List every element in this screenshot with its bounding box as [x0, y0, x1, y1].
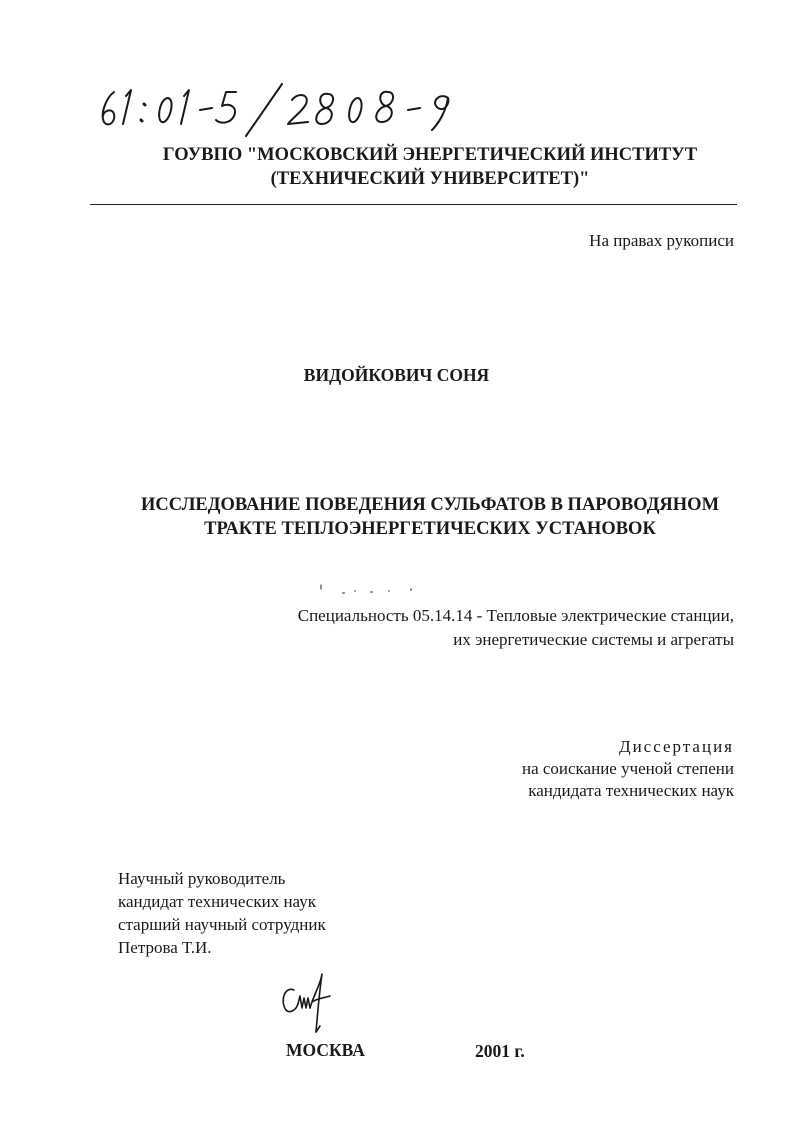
signature [276, 968, 346, 1038]
signature-drawing [276, 968, 346, 1038]
specialty [214, 604, 734, 652]
supervisor-line-4: Петрова Т.И. [118, 938, 212, 957]
handwritten-archive-code [96, 80, 496, 140]
institution-line-2: (ТЕХНИЧЕСКИЙ УНИВЕРСИТЕТ)" [270, 169, 590, 189]
specialty-line-2: их энергетические системы и агрегаты [453, 630, 734, 649]
dissertation-statement [414, 736, 734, 802]
dissertation-line-3: кандидата технических наук [528, 781, 734, 800]
institution-name [100, 143, 760, 191]
supervisor-line-3: старший научный сотрудник [118, 915, 326, 934]
year: 2001 г. [475, 1041, 525, 1061]
specialty-line-1: Специальность 05.14.14 - Тепловые электрические станции, [297, 606, 734, 625]
manuscript-rights-note: На правах рукописи [589, 231, 734, 250]
scan-artifact [318, 582, 428, 602]
city: МОСКВА [286, 1040, 365, 1060]
author-name: ВИДОЙКОВИЧ СОНЯ [303, 365, 490, 385]
dissertation-line-1: Диссертация [618, 737, 734, 756]
institution-line-1: ГОУВПО "МОСКОВСКИЙ ЭНЕРГЕТИЧЕСКИЙ ИНСТИТУТ [162, 145, 698, 165]
dissertation-line-2: на соискание ученой степени [521, 759, 734, 778]
supervisor-line-1: Научный руководитель [118, 869, 286, 888]
header-divider [90, 204, 737, 205]
thesis-title-line-2: ТРАКТЕ ТЕПЛОЭНЕРГЕТИЧЕСКИХ УСТАНОВОК [204, 519, 656, 539]
thesis-title [100, 493, 760, 541]
supervisor-line-2: кандидат технических наук [118, 892, 316, 911]
handwriting-drawing [96, 80, 496, 140]
scientific-supervisor [118, 867, 418, 959]
thesis-title-line-1: ИССЛЕДОВАНИЕ ПОВЕДЕНИЯ СУЛЬФАТОВ В ПАРОВОДЯНОМ [140, 495, 720, 515]
